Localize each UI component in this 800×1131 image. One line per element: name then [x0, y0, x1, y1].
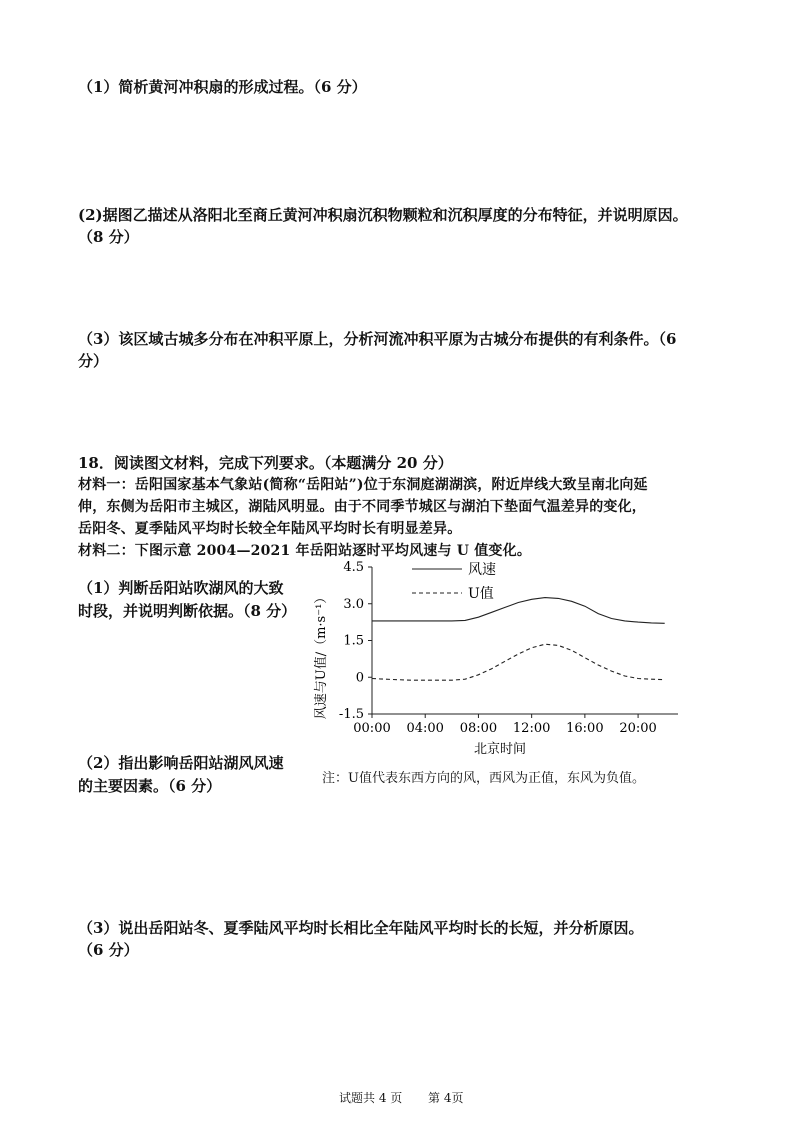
x-tick-label: 08:00 — [459, 721, 498, 736]
sub-question-2-line-2: 的主要因素。（6 分） — [78, 777, 222, 795]
question-18-title: 18．阅读图文材料，完成下列要求。（本题满分 20 分） — [78, 454, 453, 472]
sub-question-1-line-1: （1）判断岳阳站吹湖风的大致 — [78, 579, 284, 597]
footer-total-pages: 试题共 4 页 — [339, 1091, 403, 1105]
x-tick-label: 20:00 — [619, 721, 657, 736]
x-tick-label: 16:00 — [566, 721, 604, 736]
y-axis-label: 风速与U值/（m·s⁻¹） — [314, 590, 329, 720]
x-tick-label: 04:00 — [406, 721, 444, 736]
footer-page-number: 第 4页 — [428, 1091, 464, 1105]
sub-question-2-line-1: （2）指出影响岳阳站湖风风速 — [78, 754, 284, 772]
sub-question-1-line-2: 时段，并说明判断依据。（8 分） — [78, 602, 297, 620]
y-tick-label: 0 — [355, 670, 364, 686]
y-tick-label: 3.0 — [343, 596, 364, 612]
sub-question-3-line-2: （6 分） — [78, 941, 139, 959]
series-line-1 — [372, 598, 665, 624]
question-3-line-2: 分） — [78, 352, 109, 370]
y-tick-label: 4.5 — [343, 560, 364, 575]
x-axis-label: 北京时间 — [473, 742, 527, 757]
legend-label-1: 风速 — [468, 562, 496, 578]
y-tick-label: 1.5 — [343, 633, 364, 649]
question-1: （1）简析黄河冲积扇的形成过程。（6 分） — [78, 78, 367, 96]
x-tick-label: 00:00 — [353, 721, 391, 736]
material-1-line-2: 伸，东侧为岳阳市主城区，湖陆风明显。由于不同季节城区与湖泊下垫面气温差异的变化， — [78, 499, 646, 515]
series-line-2 — [372, 644, 665, 680]
question-2-line-1: (2)据图乙描述从洛阳北至商丘黄河冲积扇沉积物颗粒和沉积厚度的分布特征，并说明原因。 — [78, 206, 688, 224]
question-3-line-1: （3）该区域古城多分布在冲积平原上，分析河流冲积平原为古城分布提供的有利条件。（6 — [78, 330, 677, 348]
chart-note: 注：U值代表东西方向的风，西风为正值，东风为负值。 — [322, 771, 645, 786]
legend-label-2: U值 — [468, 586, 494, 602]
x-tick-label: 12:00 — [512, 721, 551, 736]
material-1-line-3: 岳阳冬、夏季陆风平均时长较全年陆风平均时长有明显差异。 — [78, 521, 462, 537]
y-tick-label: -1.5 — [338, 707, 364, 722]
material-1-line-1: 材料一：岳阳国家基本气象站(简称“岳阳站”)位于东洞庭湖湖滨，附近岸线大致呈南北向延 — [78, 477, 648, 493]
material-2: 材料二：下图示意 2004—2021 年岳阳站逐时平均风速与 U 值变化。 — [78, 543, 532, 559]
question-2-line-2: （8 分） — [78, 228, 139, 246]
wind-speed-u-value-chart — [300, 555, 720, 770]
sub-question-3-line-1: （3）说出岳阳站冬、夏季陆风平均时长相比全年陆风平均时长的长短，并分析原因。 — [78, 919, 644, 937]
